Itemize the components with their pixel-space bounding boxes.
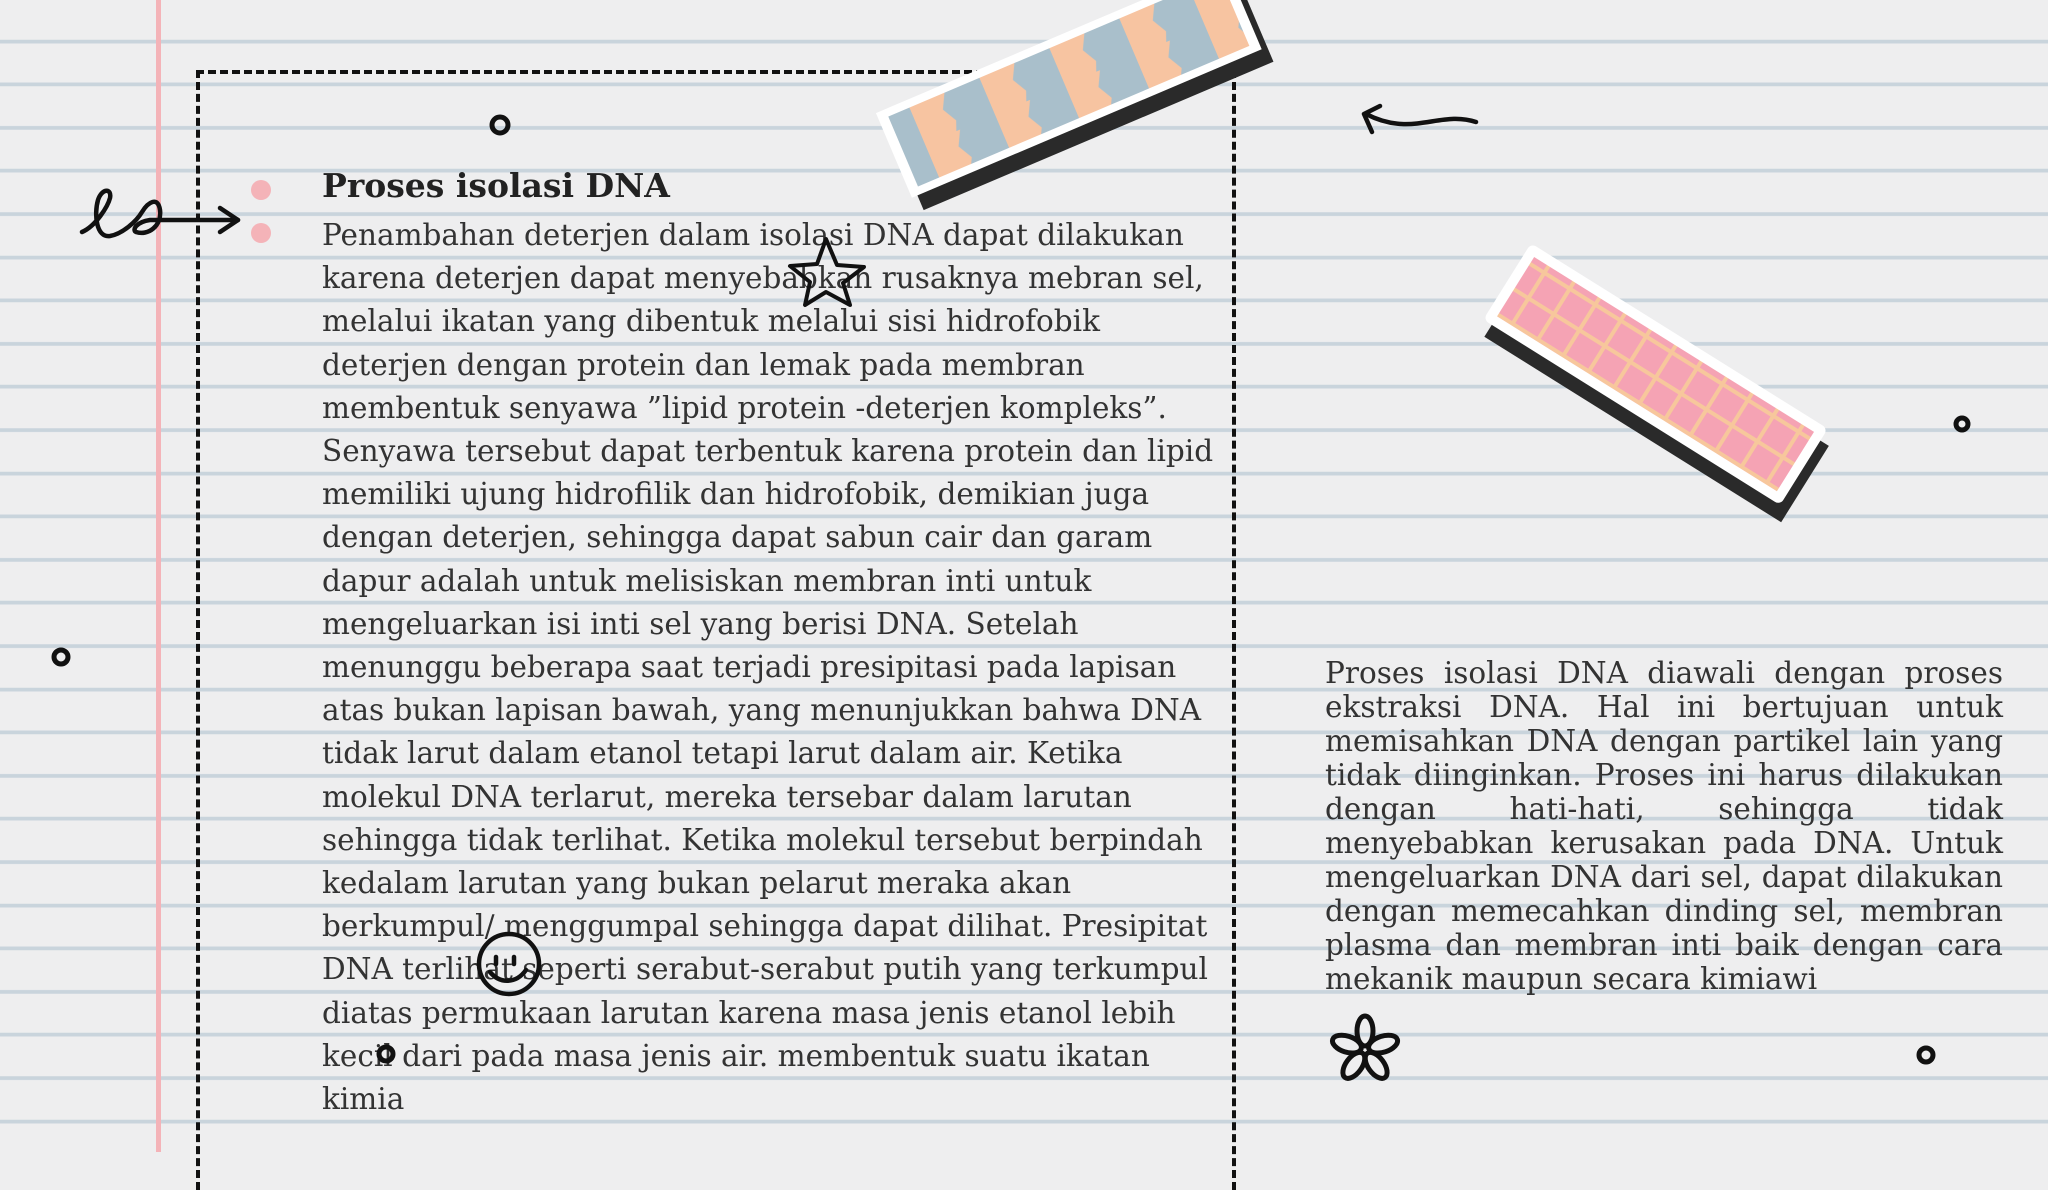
small-circle-doodle (54, 650, 68, 664)
pink-bullet-dot (251, 223, 271, 243)
washi-tape-plaid (1476, 243, 1836, 522)
arrow-left-icon (1364, 106, 1476, 132)
small-circle-doodle (1956, 418, 1968, 430)
pink-bullet-dot (251, 180, 271, 200)
notebook-margin-line (156, 0, 161, 1152)
note-body: Penambahan deterjen dalam isolasi DNA dapat dilakukan karena deterjen dapat menyebabkan rusaknya mebran sel, melalui ikatan yang dibentuk melalui sisi hidrofobik deterjen dengan protein dan lemak pada membran membentuk senyawa ”lipid protein -deterjen kompleks”. Senyawa tersebut dapat terbentuk karena protein dan lipid memiliki ujung hidrofilik dan hidrofobik, demikian juga dengan deterjen, sehingga dapat sabun cair dan garam dapur adalah untuk melisiskan membran inti untuk mengeluarkan isi inti sel yang berisi DNA. Setelah menunggu beberapa saat terjadi presipitasi pada lapisan atas bukan lapisan bawah, yang menunjukkan bahwa DNA tidak larut dalam etanol tetapi larut dalam air. Ketika molekul DNA terlarut, mereka tersebar dalam larutan sehingga tidak terlihat. Ketika molekul tersebut berpindah kedalam larutan yang bukan pelarut meraka akan berkumpul/ menggumpal sehingga dapat dilihat. Presipitat DNA terlihat seperti serabut-serabut putih yang terkumpul diatas permukaan larutan karena masa jenis etanol lebih kecil dari pada masa jenis air. membentuk suatu ikatan kimia (322, 218, 1214, 1117)
flower-icon (1330, 1016, 1400, 1082)
side-note-body: Proses isolasi DNA diawali dengan proses ekstraksi DNA. Hal ini bertujuan untuk memisahkan DNA dengan partikel lain yang tidak diinginkan. Proses ini harus dilakukan dengan hati-hati, sehingga tidak menyebabkan kerusakan pada DNA. Untuk mengeluarkan DNA dari sel, dapat dilakukan dengan memecahkan dinding sel, membran plasma dan membran inti baik dengan cara mekanik maupun secara kimiawi (1325, 656, 2003, 996)
small-circle-doodle (1919, 1048, 1933, 1062)
note-title: Proses isolasi DNA (322, 166, 670, 205)
